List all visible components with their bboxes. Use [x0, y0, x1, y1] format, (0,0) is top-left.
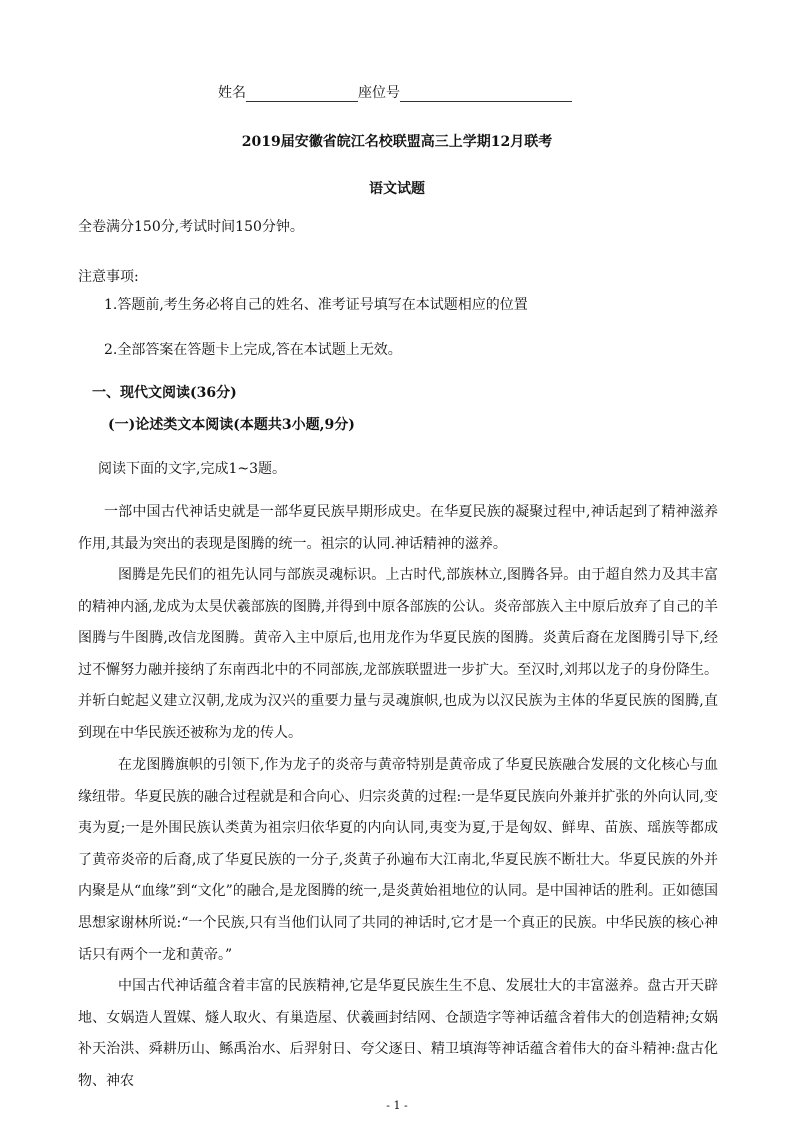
page-number: - 1 - — [386, 1099, 408, 1112]
seat-blank — [400, 87, 572, 102]
article-paragraph: 中国古代神话蕴含着丰富的民族精神,它是华夏民族生生不息、发展壮大的丰富滋养。盘古开天辟地、女娲造人置媒、燧人取火、有巢造屋、伏羲画封结网、仓颉造字等神话蕴含着伟大的创造精神;女娲补天治洪、舜耕历山、鲧禹治水、后羿射日、夸父逐日、精卫填海等神话蕴含着伟大的奋斗精神:盘古化物、神农 — [78, 978, 718, 1089]
exam-subtitle: 语文试题 — [369, 181, 425, 197]
notice-item: 2.全部答案在答题卡上完成,答在本试题上无效。 — [104, 342, 402, 358]
article-paragraph: 在龙图腾旗帜的引领下,作为龙子的炎帝与黄帝特别是黄帝成了华夏民族融合发展的文化核心与血缘纽带。华夏民族的融合过程就是和合向心、归宗炎黄的过程:一是华夏民族向外兼并扩张的外向认同,变夷为夏;一是外围民族认类黄为祖宗归依华夏的内向认同,夷变为夏,于是匈奴、鲜卑、苗族、瑶族等都成了黄帝炎帝的后裔,成了华夏民族的一分子,炎黄子孙遍布大江南北,华夏民族不断壮大。华夏民族的外并内聚是从“血缘”到“文化”的融合,是龙图腾的统一,是炎黄始祖地位的认同。是中国神话的胜利。正如德国思想家谢林所说:“一个民族,只有当他们认同了共同的神话时,它才是一个真正的民族。中华民族的核心神话只有两个一龙和黄帝。” — [78, 757, 718, 963]
full-score-text: 全卷满分150分,考试时间150分钟。 — [78, 219, 304, 235]
seat-label: 座位号 — [358, 85, 400, 101]
name-seat-line — [218, 82, 572, 102]
notice-item: 1.答题前,考生务必将自己的姓名、准考证号填写在本试题相应的位置 — [104, 297, 528, 313]
name-blank — [246, 87, 358, 102]
subsection-heading: (一)论述类文本阅读(本题共3小题,9分) — [108, 417, 355, 433]
article-paragraph: 一部中国古代神话史就是一部华夏民族早期形成史。在华夏民族的凝聚过程中,神话起到了精神滋养作用,其最为突出的表现是图腾的统一。祖宗的认同.神话精神的滋养。 — [78, 504, 718, 552]
exam-title: 2019届安徽省皖江名校联盟高三上学期12月联考 — [241, 134, 553, 150]
section-heading: 一、现代文阅读(36分) — [92, 385, 237, 401]
name-label: 姓名 — [218, 85, 246, 101]
reading-instruction: 阅读下面的文字,完成1~3题。 — [98, 461, 286, 477]
article-paragraph: 图腾是先民们的祖先认同与部族灵魂标识。上古时代,部族林立,图腾各异。由于超自然力及其丰富的精神内涵,龙成为太昊伏羲部族的图腾,并得到中原各部族的公认。炎帝部族入主中原后放弃了自己的羊图腾与牛图腾,改信龙图腾。黄帝入主中原后,也用龙作为华夏民族的图腾。炎黄后裔在龙图腾引导下,经过不懈努力融并接纳了东南西北中的不同部族,龙部族联盟进一步扩大。至汉时,刘邦以龙子的身份降生。并斩白蛇起义建立汉朝,龙成为汉兴的重要力量与灵魂旗帜,也成为以汉民族为主体的华夏民族的图腾,直到现在中华民族还被称为龙的传人。 — [78, 567, 718, 741]
notice-heading: 注意事项: — [78, 269, 139, 285]
